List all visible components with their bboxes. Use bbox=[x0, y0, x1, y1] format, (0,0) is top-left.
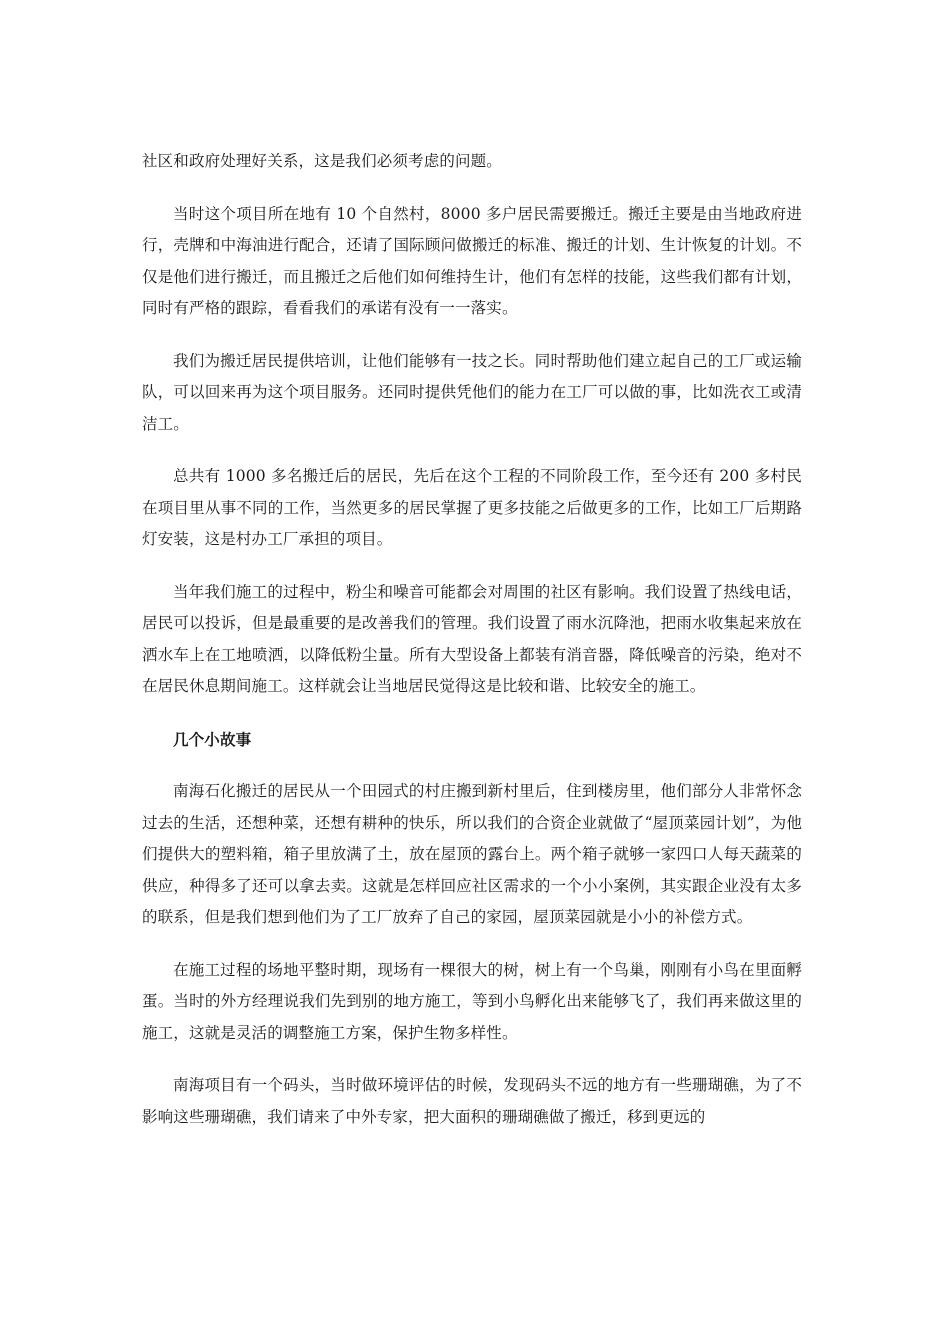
paragraph-bird-nest: 在施工过程的场地平整时期，现场有一棵很大的树，树上有一个鸟巢，刚刚有小鸟在里面孵蛋。当时的外方经理说我们先到别的地方施工，等到小鸟孵化出来能够飞了，我们再来做这里的施工，这就是灵活的调整施工方案，保护生物多样性。 bbox=[142, 960, 802, 1042]
document-body bbox=[142, 146, 802, 1154]
paragraph-rooftop-garden: 南海石化搬迁的居民从一个田园式的村庄搬到新村里后，住到楼房里，他们部分人非常怀念过去的生活，还想种菜，还想有耕种的快乐，所以我们的合资企业就做了“屋顶菜园计划”，为他们提供大的塑料箱，箱子里放满了土，放在屋顶的露台上。两个箱子就够一家四口人每天蔬菜的供应，种得多了还可以拿去卖。这就是怎样回应社区需求的一个小小案例，其实跟企业没有太多的联系，但是我们想到他们为了工厂放弃了自己的家园，屋顶菜园就是小小的补偿方式。 bbox=[142, 782, 802, 926]
paragraph-employment: 总共有 1000 多名搬迁后的居民，先后在这个工程的不同阶段工作，至今还有 200 多村民在项目里从事不同的工作，当然更多的居民掌握了更多技能之后做更多的工作，比如工厂后期路灯安装，这是村办工厂承担的项目。 bbox=[142, 467, 802, 548]
section-heading: 几个小故事 bbox=[173, 729, 252, 749]
paragraph-relocation: 当时这个项目所在地有 10 个自然村，8000 多户居民需要搬迁。搬迁主要是由当地政府进行，壳牌和中海油进行配合，还请了国际顾问做搬迁的标准、搬迁的计划、生计恢复的计划。不仅是他们进行搬迁，而且搬迁之后他们如何维持生计，他们有怎样的技能，这些我们都有计划，同时有严格的跟踪，看看我们的承诺有没有一一落实。 bbox=[142, 204, 802, 317]
paragraph-continuation: 社区和政府处理好关系，这是我们必须考虑的问题。 bbox=[142, 152, 502, 170]
paragraph-training: 我们为搬迁居民提供培训，让他们能够有一技之长。同时帮助他们建立起自己的工厂或运输队，可以回来再为这个项目服务。还同时提供凭他们的能力在工厂可以做的事，比如洗衣工或清洁工。 bbox=[142, 351, 802, 433]
paragraph-construction-impact: 当年我们施工的过程中，粉尘和噪音可能都会对周围的社区有影响。我们设置了热线电话，居民可以投诉，但是最重要的是改善我们的管理。我们设置了雨水沉降池，把雨水收集起来放在洒水车上在工地喷洒，以降低粉尘量。所有大型设备上都装有消音器，降低噪音的污染，绝对不在居民休息期间施工。这样就会让当地居民觉得这是比较和谐、比较安全的施工。 bbox=[142, 582, 802, 695]
paragraph-coral-reef: 南海项目有一个码头，当时做环境评估的时候，发现码头不远的地方有一些珊瑚礁，为了不影响这些珊瑚礁，我们请来了中外专家，把大面积的珊瑚礁做了搬迁，移到更远的 bbox=[142, 1076, 802, 1126]
